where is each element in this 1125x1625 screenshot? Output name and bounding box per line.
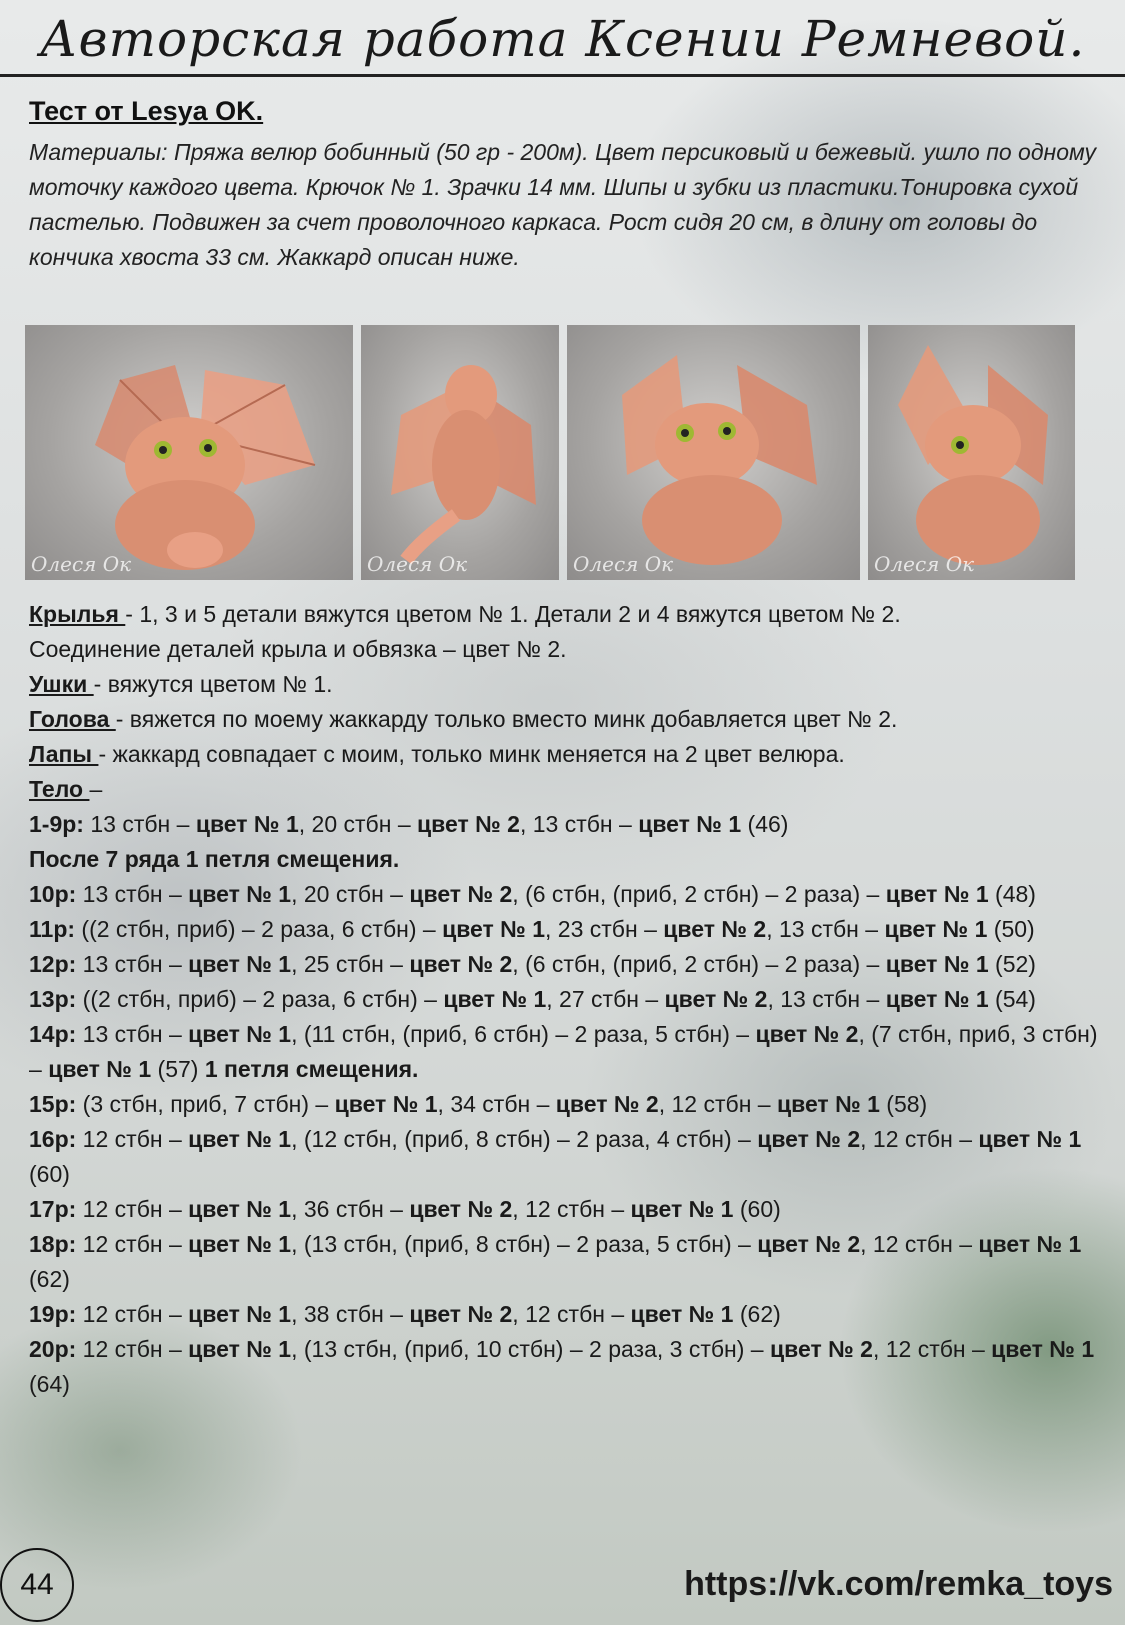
- row-color: цвет № 1: [884, 916, 988, 942]
- row-color: цвет № 1: [188, 1021, 292, 1047]
- row-text: 12 стбн –: [76, 1196, 189, 1222]
- row-20: [29, 1332, 1114, 1402]
- row-text: , 23 стбн –: [545, 916, 664, 942]
- row-text: 13 стбн –: [83, 811, 196, 837]
- row-color: цвет № 1: [991, 1336, 1095, 1362]
- row-color: цвет № 2: [663, 916, 767, 942]
- row-text: , 20 стбн –: [291, 881, 410, 907]
- row-color: цвет № 2: [664, 986, 768, 1012]
- materials-paragraph: Материалы: Пряжа велюр бобинный (50 гр - 200м). Цвет персиковый и бежевый. ушло по одному моточку каждого цвета. Крючок № 1. Зрачки 14 мм. Шипы и зубки из пластики.Тонировка сухой пастелью. Подвижен за счет проволочного каркаса. Рост сидя 20 см, в длину от головы до кончика хвоста 33 см. Жаккард описан ниже.: [29, 139, 1096, 270]
- row-text: (3 стбн, приб, 7 стбн) –: [76, 1091, 335, 1117]
- page-number: 44: [0, 1548, 74, 1622]
- row-color: цвет № 1: [195, 811, 299, 837]
- dragon-photo-side: [868, 325, 1075, 580]
- row-text: , 13 стбн –: [767, 986, 886, 1012]
- dragon-photo-front: [25, 325, 353, 580]
- row-color: цвет № 2: [409, 881, 513, 907]
- row-count: (64): [29, 1371, 70, 1397]
- row-label: 19р:: [29, 1301, 77, 1327]
- part-text: - 1, 3 и 5 детали вяжутся цветом № 1. Детали 2 и 4 вяжутся цветом № 2.: [125, 601, 901, 627]
- part-label: Лапы: [29, 741, 99, 767]
- row-color: цвет № 1: [630, 1301, 734, 1327]
- row-color: цвет № 2: [555, 1091, 659, 1117]
- row-label: 14р:: [29, 1021, 77, 1047]
- row-color: цвет № 1: [188, 951, 292, 977]
- row-text: , 25 стбн –: [291, 951, 410, 977]
- row-18: [29, 1227, 1114, 1297]
- row-11: [29, 912, 1114, 947]
- row-label: 17р:: [29, 1196, 77, 1222]
- row-count: (54): [988, 986, 1036, 1012]
- row-label: 18р:: [29, 1231, 77, 1257]
- row-count: (62): [733, 1301, 781, 1327]
- row-color: цвет № 2: [409, 1301, 513, 1327]
- row-color: цвет № 1: [188, 1336, 292, 1362]
- row-label: 10р:: [29, 881, 77, 907]
- row-text: , 12 стбн –: [860, 1126, 979, 1152]
- photo-watermark: Олеся Ок: [367, 552, 468, 576]
- dragon-photo-sitting: [567, 325, 860, 580]
- intro-section: [29, 95, 1109, 275]
- part-wings: [29, 597, 1114, 632]
- row-color: цвет № 1: [638, 811, 742, 837]
- dragon-photo-back: [361, 325, 559, 580]
- row-count: (60): [29, 1161, 70, 1187]
- row-text: , 12 стбн –: [512, 1301, 631, 1327]
- row-color: цвет № 2: [409, 951, 513, 977]
- photo-watermark: Олеся Ок: [31, 552, 132, 576]
- row-text: , 13 стбн –: [766, 916, 885, 942]
- row-color: цвет № 2: [409, 1196, 513, 1222]
- part-text: - жаккард совпадает с моим, только минк меняется на 2 цвет велюра.: [98, 741, 845, 767]
- dragon-illustration-back: [361, 325, 559, 580]
- row-text: ((2 стбн, приб) – 2 раза, 6 стбн) –: [75, 916, 443, 942]
- dragon-illustration-sitting: [567, 325, 860, 580]
- note-after-row-7: [29, 842, 1114, 877]
- row-text: , 36 стбн –: [291, 1196, 410, 1222]
- row-color: цвет № 1: [978, 1126, 1082, 1152]
- row-text: , 13 стбн –: [519, 811, 639, 837]
- row-12: [29, 947, 1114, 982]
- row-text: , (6 стбн, (приб, 2 стбн) – 2 раза) –: [512, 951, 886, 977]
- row-color: цвет № 1: [776, 1091, 880, 1117]
- part-ears: [29, 667, 1114, 702]
- row-label: 20р:: [29, 1336, 77, 1362]
- dragon-illustration-front: [25, 325, 353, 580]
- row-color: цвет № 1: [334, 1091, 438, 1117]
- row-count: (48): [988, 881, 1036, 907]
- row-15: [29, 1087, 1114, 1122]
- row-color: цвет № 2: [417, 811, 520, 837]
- row-17: [29, 1192, 1114, 1227]
- row-count: (60): [733, 1196, 781, 1222]
- row-text: , 12 стбн –: [872, 1336, 992, 1362]
- row-color: цвет № 1: [188, 1196, 292, 1222]
- part-text: - вяжется по моему жаккарду только вместо минк добавляется цвет № 2.: [115, 706, 898, 732]
- row-color: цвет № 2: [755, 1021, 859, 1047]
- footer-link[interactable]: https://vk.com/remka_toys: [684, 1565, 1113, 1603]
- part-text: –: [89, 776, 103, 802]
- row-color: цвет № 2: [769, 1336, 873, 1362]
- photo-watermark: Олеся Ок: [874, 552, 975, 576]
- row-count: (50): [987, 916, 1035, 942]
- row-text: , 12 стбн –: [512, 1196, 631, 1222]
- part-label: Голова: [29, 706, 116, 732]
- row-text: , 27 стбн –: [546, 986, 665, 1012]
- row-text: ((2 стбн, приб) – 2 раза, 6 стбн) –: [76, 986, 444, 1012]
- row-text: , (13 стбн, (приб, 10 стбн) – 2 раза, 3 стбн) –: [291, 1336, 770, 1362]
- row-label: 15р:: [29, 1091, 77, 1117]
- row-color: цвет № 1: [885, 881, 989, 907]
- row-count: (62): [29, 1266, 70, 1292]
- row-16: [29, 1122, 1114, 1192]
- row-color: цвет № 1: [188, 1231, 292, 1257]
- note-text: После 7 ряда 1 петля смещения.: [29, 846, 400, 872]
- row-text: , 34 стбн –: [437, 1091, 556, 1117]
- part-label: Ушки: [29, 671, 94, 697]
- row-label: 13р:: [29, 986, 77, 1012]
- row-text: 12 стбн –: [76, 1126, 189, 1152]
- part-text: Соединение деталей крыла и обвязка – цвет № 2.: [29, 636, 567, 662]
- part-body: [29, 772, 1114, 807]
- part-paws: [29, 737, 1114, 772]
- pattern-instructions: [29, 597, 1114, 1402]
- row-color: цвет № 1: [885, 951, 989, 977]
- row-1-9: [29, 807, 1114, 842]
- row-text: , 20 стбн –: [298, 811, 417, 837]
- row-count: (58): [879, 1091, 928, 1117]
- dragon-illustration-side: [868, 325, 1075, 580]
- row-note: 1 петля смещения.: [204, 1056, 419, 1082]
- row-color: цвет № 2: [757, 1126, 861, 1152]
- row-14: [29, 1017, 1114, 1087]
- row-count: (57): [151, 1056, 205, 1082]
- part-text: - вяжутся цветом № 1.: [93, 671, 333, 697]
- row-text: , 38 стбн –: [291, 1301, 410, 1327]
- row-label: 16р:: [29, 1126, 77, 1152]
- row-text: , (13 стбн, (приб, 8 стбн) – 2 раза, 5 стбн) –: [291, 1231, 758, 1257]
- row-label: 12р:: [29, 951, 77, 977]
- row-color: цвет № 1: [188, 881, 292, 907]
- photo-watermark: Олеся Ок: [573, 552, 674, 576]
- row-10: [29, 877, 1114, 912]
- row-color: цвет № 1: [442, 916, 546, 942]
- part-label: Тело: [29, 776, 90, 802]
- row-13: [29, 982, 1114, 1017]
- row-color: цвет № 1: [630, 1196, 734, 1222]
- page-header-title: Авторская работа Ксении Ремневой.: [39, 10, 1086, 68]
- row-color: цвет № 1: [188, 1301, 292, 1327]
- row-text: , 12 стбн –: [860, 1231, 979, 1257]
- row-text: 12 стбн –: [76, 1231, 189, 1257]
- part-head: [29, 702, 1114, 737]
- row-color: цвет № 1: [885, 986, 989, 1012]
- row-count: (46): [741, 811, 789, 837]
- row-text: , (6 стбн, (приб, 2 стбн) – 2 раза) –: [512, 881, 886, 907]
- row-text: , 12 стбн –: [658, 1091, 777, 1117]
- row-text: 13 стбн –: [76, 881, 189, 907]
- row-color: цвет № 1: [443, 986, 547, 1012]
- row-color: цвет № 1: [48, 1056, 152, 1082]
- section-title: Тест от Lesya OK.: [29, 96, 264, 126]
- row-color: цвет № 1: [188, 1126, 292, 1152]
- photo-strip: [25, 325, 1095, 580]
- row-text: , (11 стбн, (приб, 6 стбн) – 2 раза, 5 стбн) –: [291, 1021, 756, 1047]
- row-count: (52): [988, 951, 1036, 977]
- row-color: цвет № 2: [757, 1231, 861, 1257]
- row-text: 13 стбн –: [76, 1021, 189, 1047]
- row-19: [29, 1297, 1114, 1332]
- row-text: , (12 стбн, (приб, 8 стбн) – 2 раза, 4 стбн) –: [291, 1126, 758, 1152]
- header-divider: [0, 74, 1125, 77]
- row-label: 11р:: [29, 916, 76, 942]
- part-wings-joining: [29, 632, 1114, 667]
- row-text: 12 стбн –: [76, 1336, 189, 1362]
- row-text: 13 стбн –: [76, 951, 189, 977]
- part-label: Крылья: [29, 601, 126, 627]
- row-text: 12 стбн –: [76, 1301, 189, 1327]
- row-label: 1-9р:: [29, 811, 84, 837]
- row-text: , (7 стбн, приб, 3 стбн) –: [29, 1021, 1098, 1082]
- row-color: цвет № 1: [978, 1231, 1082, 1257]
